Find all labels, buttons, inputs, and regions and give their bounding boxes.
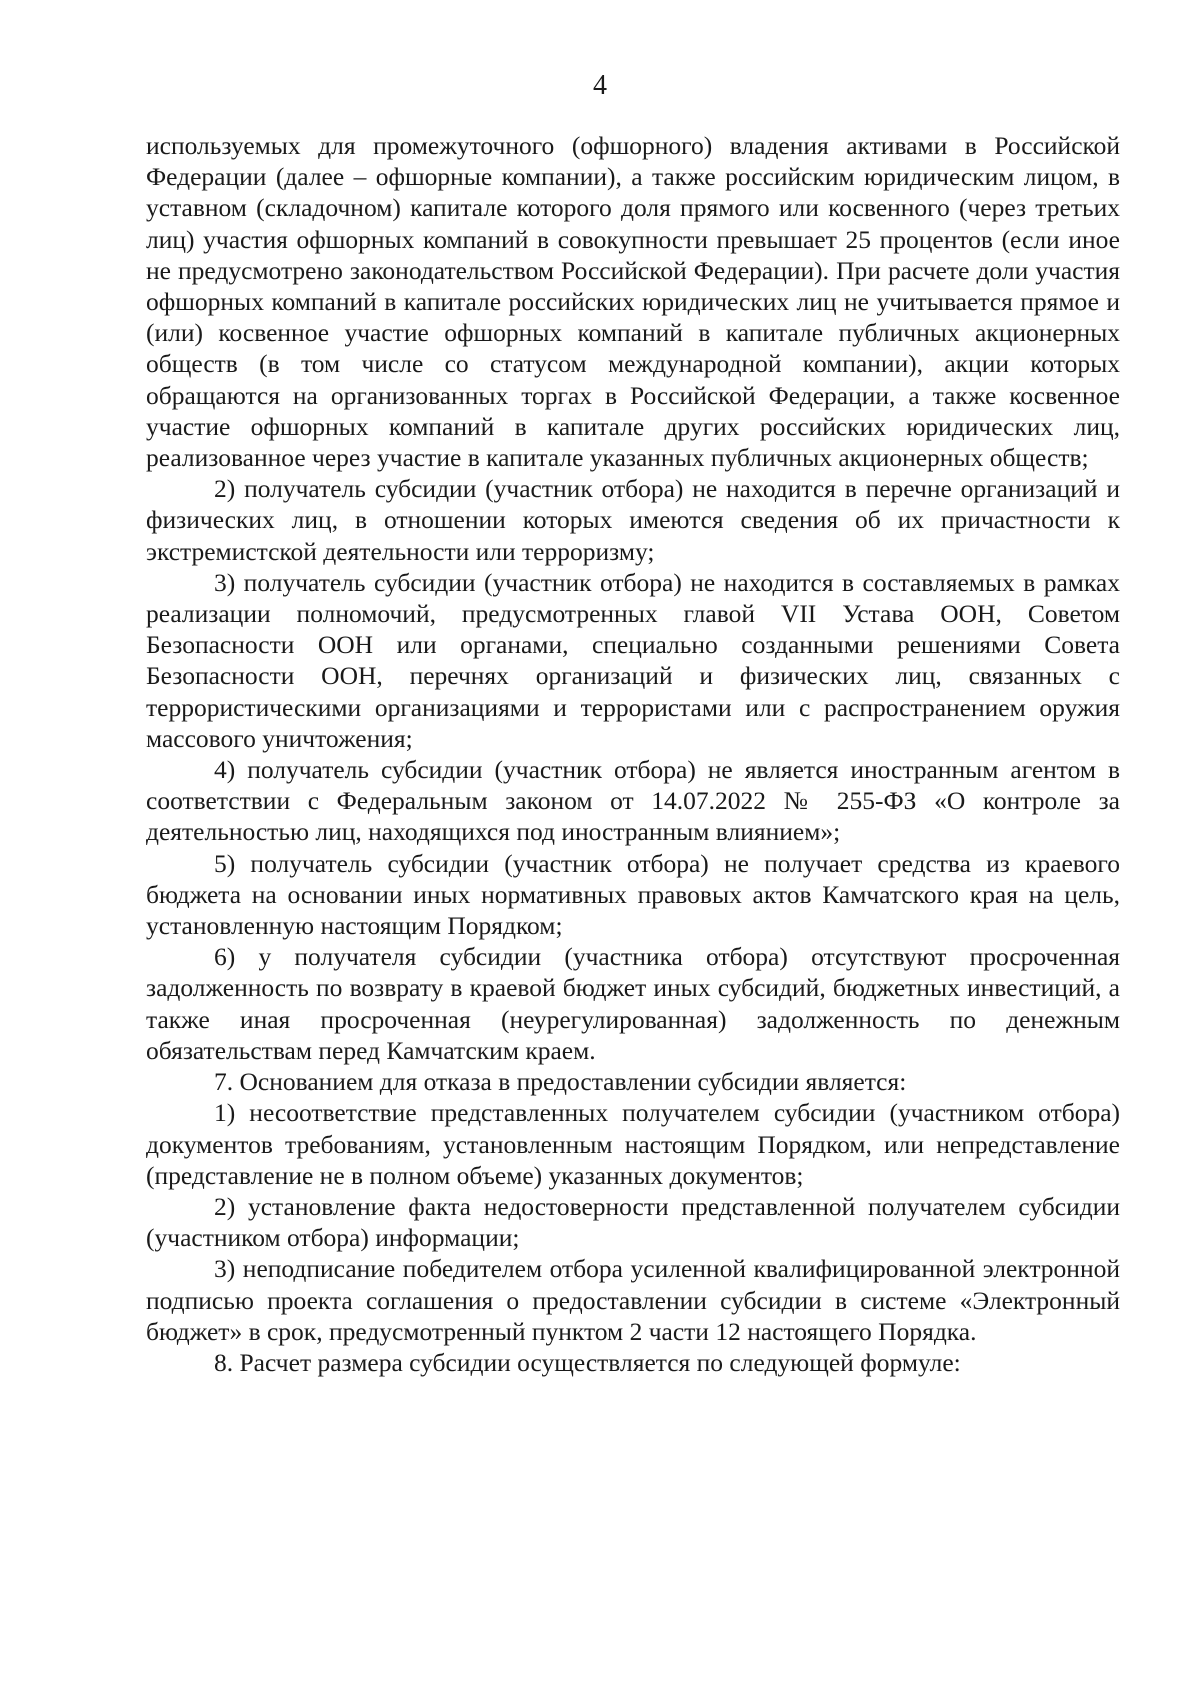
paragraph-7: 7. Основанием для отказа в предоставлении субсидии является: bbox=[214, 1067, 907, 1097]
page-number: 4 bbox=[593, 70, 607, 101]
paragraph-2: 2) получатель субсидии (участник отбора) не находится в перечне организаций и физических лиц, в отношении которых имеются сведения об их причастности к экстремистской деятельности или терроризму; bbox=[146, 474, 1120, 566]
paragraph-8: 1) несоответствие представленных получателем субсидии (участником отбора) документов требованиям, установленным настоящим Порядком, или непредставление (представление не в полном объеме) указанных документов; bbox=[146, 1098, 1120, 1190]
paragraph-9: 2) установление факта недостоверности представленной получателем субсидии (участником отбора) информации; bbox=[146, 1191, 1120, 1253]
document-body bbox=[146, 130, 1120, 1378]
paragraph-11: 8. Расчет размера субсидии осуществляется по следующей формуле: bbox=[214, 1347, 961, 1377]
paragraph-1: используемых для промежуточного (офшорного) владения активами в Российской Федерации (далее – офшорные компании), а также российским юридическим лицом, в уставном (складочном) капитале которого доля прямого или косвенного (через третьих лиц) участия офшорных компаний в совокупности превышает 25 процентов (если иное не предусмотрено законодательством Российской Федерации). При расчете доли участия офшорных компаний в капитале российских юридических лиц не учитывается прямое и (или) косвенное участие офшорных компаний в капитале публичных акционерных обществ (в том числе со статусом международной компании), акции которых обращаются на организованных торгах в Российской Федерации, а также косвенное участие офшорных компаний в капитале других российских юридических лиц, реализованное через участие в капитале указанных публичных акционерных обществ; bbox=[146, 131, 1120, 473]
paragraph-5: 5) получатель субсидии (участник отбора) не получает средства из краевого бюджета на основании иных нормативных правовых актов Камчатского края на цель, установленную настоящим Порядком; bbox=[146, 848, 1120, 941]
paragraph-4: 4) получатель субсидии (участник отбора) не является иностранным агентом в соответствии с Федеральным законом от 14.07.2022 № 255-ФЗ «О контроле за деятельностью лиц, находящихся под иностранным влиянием»; bbox=[146, 755, 1120, 847]
paragraph-6: 6) у получателя субсидии (участника отбора) отсутствуют просроченная задолженность по возврату в краевой бюджет иных субсидий, бюджетных инвестиций, а также иная просроченная (неурегулированная) задолженность по денежным обязательствам перед Камчатским краем. bbox=[146, 942, 1120, 1065]
paragraph-3: 3) получатель субсидии (участник отбора) не находится в составляемых в рамках реализации полномочий, предусмотренных главой VII Устава ООН, Советом Безопасности ООН или органами, специально созданными решениями Совета Безопасности ООН, перечнях организаций и физических лиц, связанных с террористическими организациями и террористами или с распространением оружия массового уничтожения; bbox=[146, 567, 1120, 753]
paragraph-10: 3) неподписание победителем отбора усиленной квалифицированной электронной подписью проекта соглашения о предоставлении субсидии в системе «Электронный бюджет» в срок, предусмотренный пунктом 2 части 12 настоящего Порядка. bbox=[146, 1254, 1120, 1346]
